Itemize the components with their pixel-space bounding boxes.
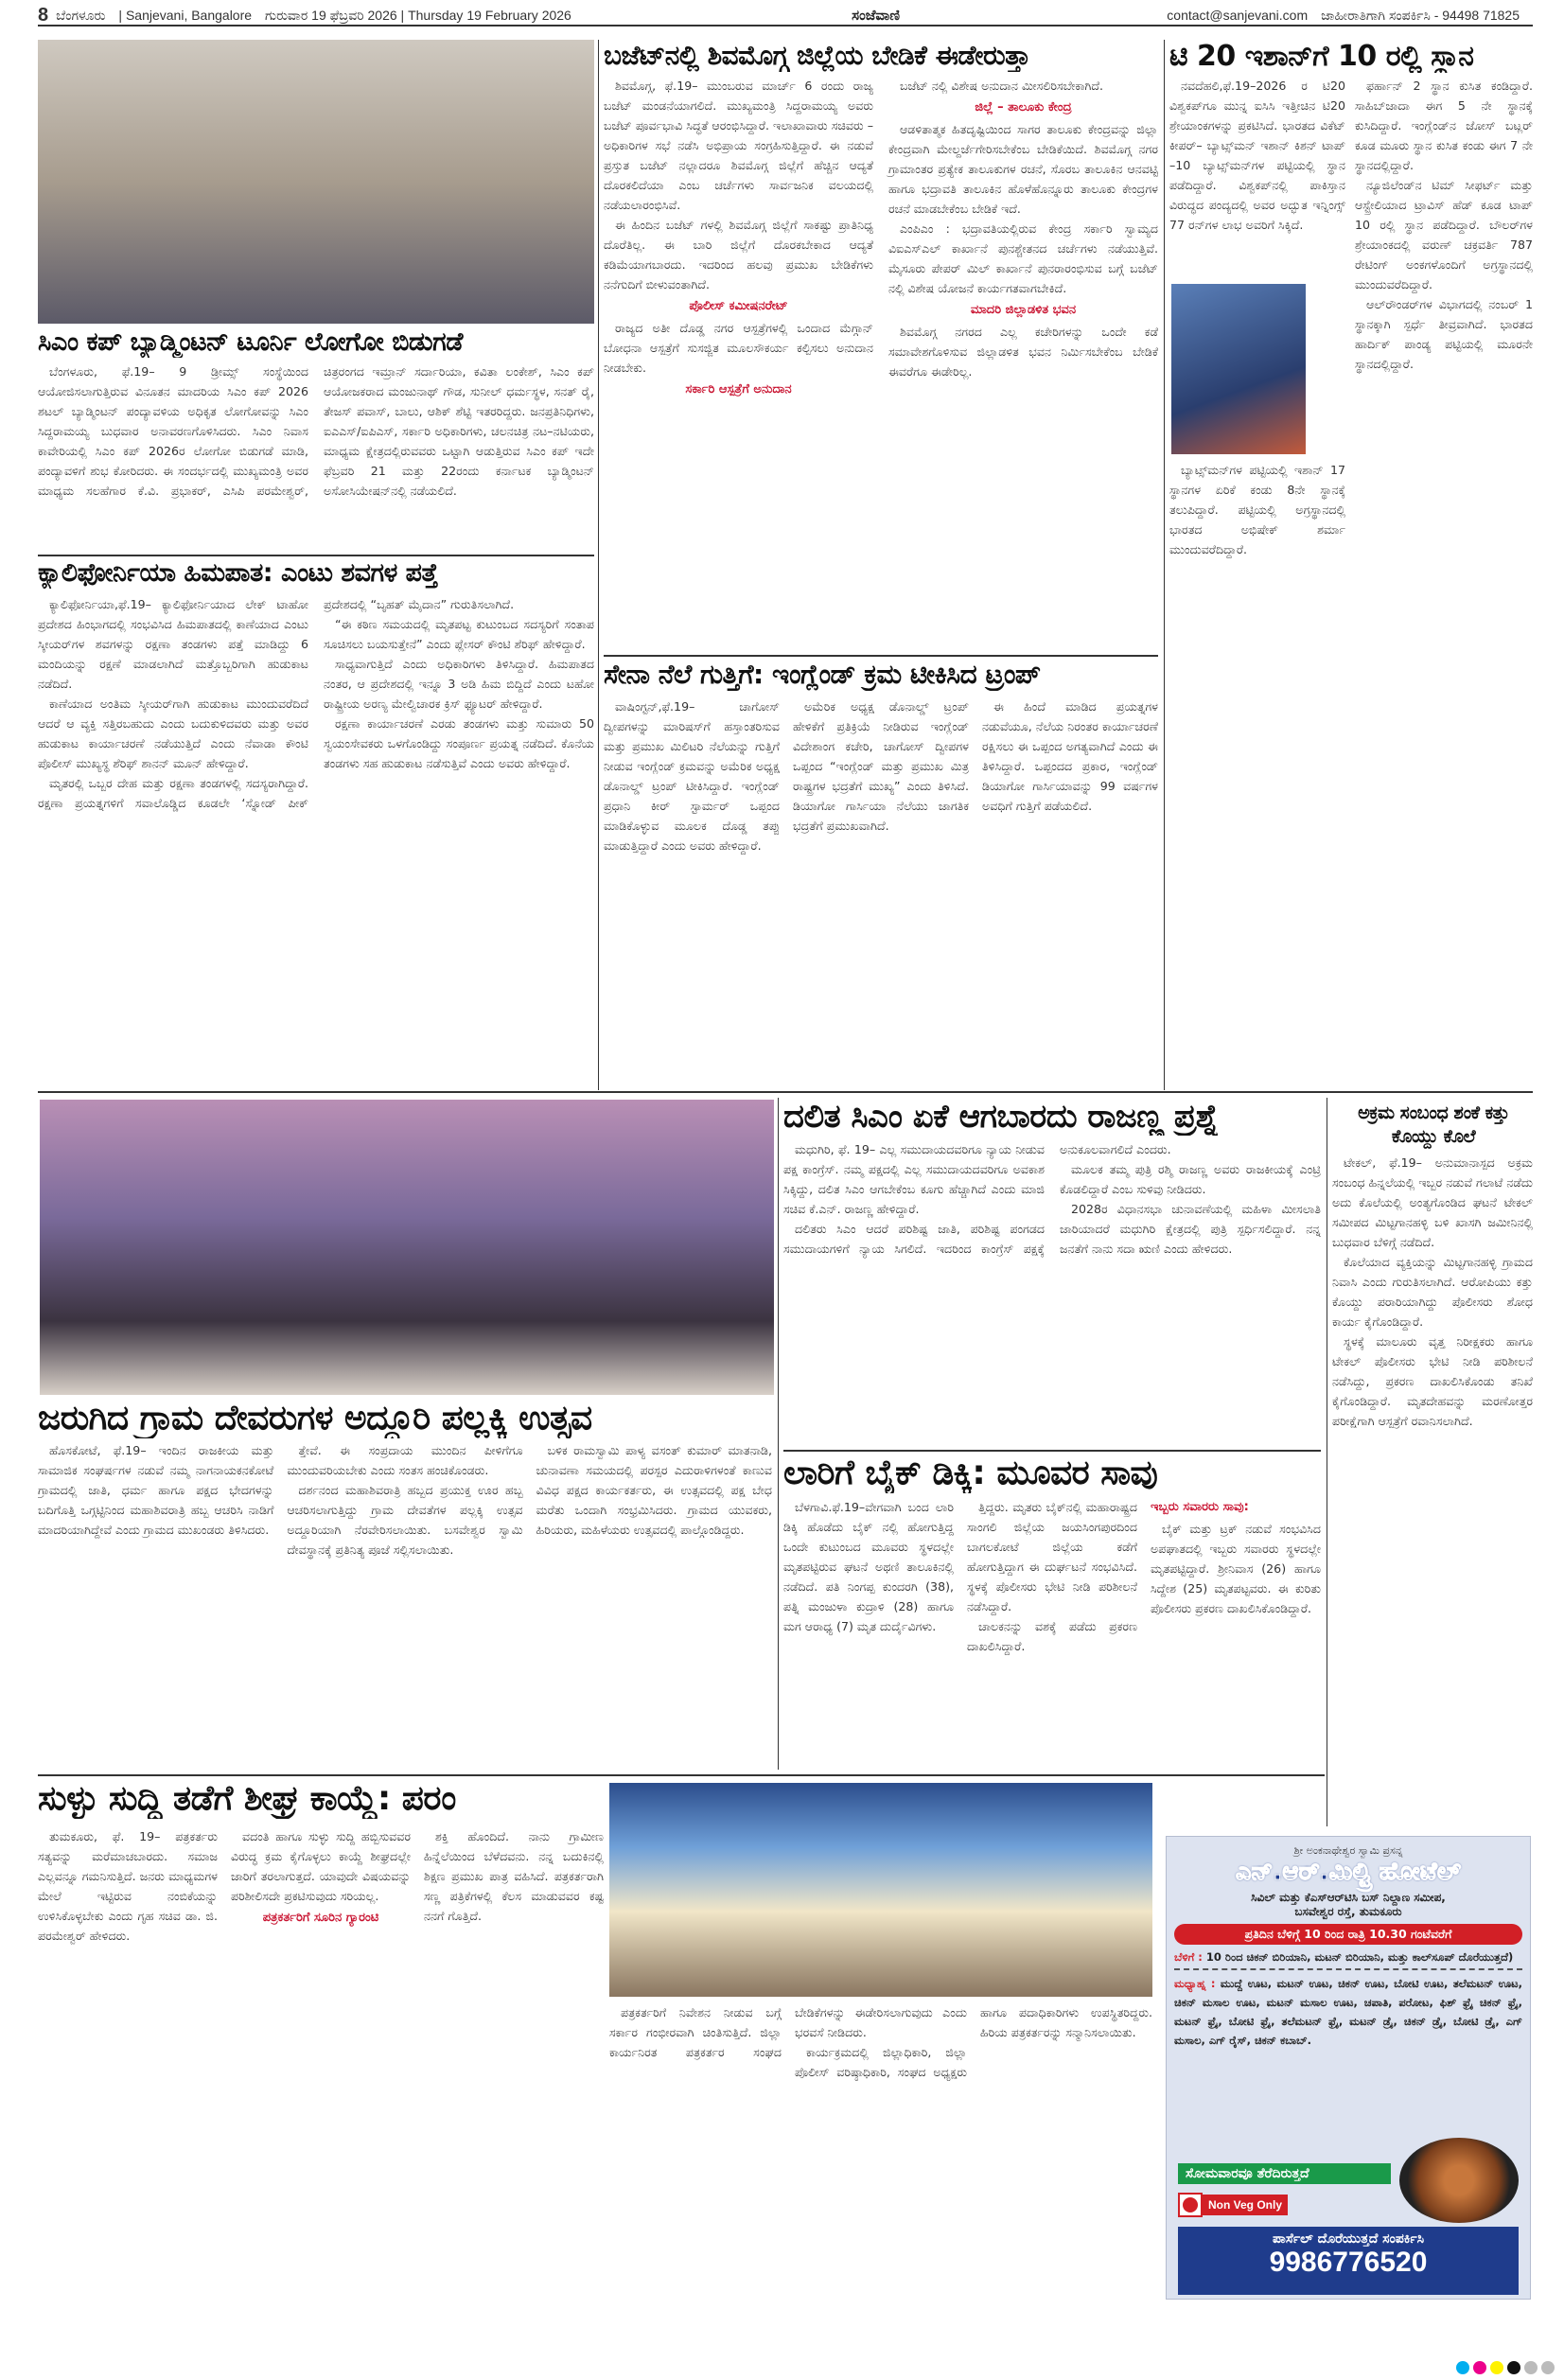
ad-noon-label: ಮಧ್ಯಾಹ್ನ :: [1174, 1977, 1216, 1990]
date: ಗುರುವಾರ 19 ಫೆಬ್ರವರಿ 2026 | Thursday 19 February 2026: [265, 7, 571, 23]
paragraph: ನ್ಯೂಜಿಲೆಂಡ್‌ನ ಟಿಮ್ ಸೀಫರ್ಟ್ ಮತ್ತು ಆಸ್ಟ್ರೇಲಿಯಾದ ಟ್ರಾವಿಸ್ ಹೆಡ್ ಕೂಡ ಟಾಪ್ 10 ರಲ್ಲಿ ಸ್ಥಾನ ಪಡೆದಿದ್ದಾರೆ. ಬೌಲರ್‌ಗಳ ಶ್ರೇಯಾಂಕದಲ್ಲಿ ವರುಣ್ ಚಕ್ರವರ್ತಿ 787 ರೇಟಿಂಗ್ ಅಂಕಗಳೊಂದಿಗೆ ಅಗ್ರಸ್ಥಾನದಲ್ಲಿ ಮುಂದುವರೆದಿದ್ದಾರೆ.: [1355, 178, 1533, 291]
ad-noon-menu: ಮುದ್ದೆ ಊಟ, ಮಟನ್ ಊಟ, ಚಿಕನ್ ಊಟ, ಬೋಟಿ ಊಟ, ತಲೆಮಟನ್ ಊಟ, ಚಿಕನ್ ಮಸಾಲ ಊಟ, ಮಟನ್ ಮಸಾಲ ಊಟ, ಚಪಾತಿ, ಪರೋಟ, ಫಿಶ್ ಫ್ರೈ ಚಿಕನ್ ಫ್ರೈ, ಮಟನ್ ಫ್ರೈ, ಬೋಟಿ ಫ್ರೈ, ತಲೆಮಟನ್ ಫ್ರೈ, ಮಟನ್ ಡ್ರೈ, ಚಿಕನ್ ಡ್ರೈ, ಬೋಟಿ ಡ್ರೈ, ಎಗ್ ಮಸಾಲ, ಎಗ್ ರೈಸ್, ಚಿಕನ್ ಕಬಾಬ್.: [1174, 1977, 1523, 2047]
column-divider: [1164, 40, 1165, 1090]
ad-morning-menu: 10 ರಿಂದ ಚಿಕನ್ ಬಿರಿಯಾನಿ, ಮಟನ್ ಬಿರಿಯಾನಿ, ಮತ್ತು ಕಾಲ್‌ಸೂಪ್ ದೊರೆಯುತ್ತದೆ): [1205, 1950, 1514, 1964]
paragraph: ಪತ್ರಕರ್ತರಿಗೆ ನಿವೇಶನ ನೀಡುವ ಬಗ್ಗೆ ಸರ್ಕಾರ ಗಂಭೀರವಾಗಿ ಚಿಂತಿಸುತ್ತಿದೆ. ಜಿಲ್ಲಾ ಕಾರ್ಯನಿರತ ಪತ್ರಕರ್ತರ ಸಂಘದ ಬೇಡಿಕೆಗಳನ್ನು ಈಡೇರಿಸಲಾಗುವುದು ಎಂದು ಭರವಸೆ ನೀಡಿದರು.: [609, 2005, 967, 2059]
headline-dalit-cm: ದಲಿತ ಸಿಎಂ ಏಕೆ ಆಗಬಾರದು ರಾಜಣ್ಣ ಪ್ರಶ್ನೆ: [783, 1098, 1219, 1136]
article-lorry: [783, 1497, 1321, 1772]
journalists-event-photo: [609, 1783, 1152, 1997]
paragraph: ಕೊಲೆಯಾದ ವ್ಯಕ್ತಿಯನ್ನು ಮಿಟ್ಟಗಾನಹಳ್ಳಿ ಗ್ರಾಮದ ನಿವಾಸಿ ಎಂದು ಗುರುತಿಸಲಾಗಿದೆ. ಆರೋಪಿಯು ಕತ್ತು ಕೊಯ್ದು ಪರಾರಿಯಾಗಿದ್ದು ಪೊಲೀಸರು ಶೋಧ ಕಾರ್ಯ ಕೈಗೊಂಡಿದ್ದಾರೆ.: [1332, 1255, 1533, 1329]
paragraph: ತುಮಕೂರು, ಫೆ. 19– ಪತ್ರಕರ್ತರು ಸತ್ಯವನ್ನು ಮರೆಮಾಚಬಾರದು. ಸಮಾಜ ಎಲ್ಲವನ್ನೂ ಗಮನಿಸುತ್ತಿದೆ. ಜನರು ಮಾಧ್ಯಮಗಳ ಮೇಲೆ ಇಟ್ಟಿರುವ ನಂಬಿಕೆಯನ್ನು ಉಳಿಸಿಕೊಳ್ಳಬೇಕು ಎಂದು ಗೃಹ ಸಚಿವ ಡಾ. ಜಿ. ಪರಮೇಶ್ವರ್ ಹೇಳಿದರು.: [38, 1829, 218, 1943]
subheading: ಪತ್ರಕರ್ತರಿಗೆ ಸೂರಿನ ಗ್ಯಾರಂಟಿ: [262, 1911, 379, 1925]
article-murder: [1332, 1153, 1533, 1825]
headline-cm-cup: ಸಿಎಂ ಕಪ್ ಬ್ಯಾಡ್ಮಿಂಟನ್ ಟೂರ್ನಿ ಲೋಗೋ ಬಿಡುಗಡೆ: [38, 327, 464, 357]
page-number: 8: [38, 4, 49, 26]
subheading: ಮಾದರಿ ಜಿಲ್ಲಾಡಳಿತ ಭವನ: [970, 303, 1077, 317]
paragraph: ಈ ಹಿಂದೆ ಮಾಡಿದ ಪ್ರಯತ್ನಗಳ ನಡುವೆಯೂ, ನೆಲೆಯ ನಿರಂತರ ಕಾರ್ಯಾಚರಣೆ ರಕ್ಷಿಸಲು ಈ ಒಪ್ಪಂದ ಅಗತ್ಯವಾಗಿದೆ ಎಂದು ಈ ತಿಳಿಸಿದ್ದಾರೆ. ಒಪ್ಪಂದದ ಪ್ರಕಾರ, ಇಂಗ್ಲೆಂಡ್ ಡಿಯಾಗೋ ಗಾರ್ಸಿಯಾವನ್ನು 99 ವರ್ಷಗಳ ಅವಧಿಗೆ ಗುತ್ತಿಗೆ ಪಡೆಯಲಿದೆ.: [982, 699, 1158, 813]
paragraph: ವಾಷಿಂಗ್ಟನ್,ಫೆ.19– ಚಾಗೋಸ್ ದ್ವೀಪಗಳನ್ನು ಮಾರಿಷಸ್‌ಗೆ ಹಸ್ತಾಂತರಿಸುವ ಮತ್ತು ಪ್ರಮುಖ ಮಿಲಿಟರಿ ನೆಲೆಯನ್ನು ಗುತ್ತಿಗೆ ನೀಡುವ ಇಂಗ್ಲೆಂಡ್ ಕ್ರಮವನ್ನು ಅಮೆರಿಕ ಅಧ್ಯಕ್ಷ ಡೊನಾಲ್ಡ್ ಟ್ರಂಪ್ ಟೀಕಿಸಿದ್ದಾರೆ. ಇಂಗ್ಲೆಂಡ್ ಪ್ರಧಾನಿ ಕೀರ್ ಸ್ಟಾರ್ಮರ್ ಒಪ್ಪಂದ ಮಾಡಿಕೊಳ್ಳುವ ಮೂಲಕ ದೊಡ್ಡ ತಪ್ಪು ಮಾಡುತ್ತಿದ್ದಾರೆ ಎಂದು ಅವರು ಹೇಳಿದ್ದಾರೆ.: [604, 699, 780, 853]
paragraph: ಬೆಳಗಾವಿ.ಫೆ.19–ವೇಗವಾಗಿ ಬಂದ ಲಾರಿ ಡಿಕ್ಕಿ ಹೊಡೆದು ಬೈಕ್ ನಲ್ಲಿ ಹೋಗುತ್ತಿದ್ದ ಒಂದೇ ಕುಟುಂಬದ ಮೂವರು ಸ್ಥಳದಲ್ಲೇ ಮೃತಪಟ್ಟಿರುವ ಘಟನೆ ಅಥಣಿ ತಾಲೂಕಿನಲ್ಲಿ ನಡೆದಿದೆ. ಪತಿ ನಿಂಗಪ್ಪ ಕುಂದರಗಿ (38), ಪತ್ನಿ ಮಂಜುಳಾ ಕುದ್ರಾಳಿ (28) ಹಾಗೂ ಮಗ ಆರಾಧ್ಯ (7) ಮೃತ ದುರ್ದೈವಿಗಳು.: [783, 1500, 954, 1633]
column-divider: [598, 40, 599, 1090]
ad-contact-box: [1178, 2227, 1519, 2295]
paragraph: ಶಿವಮೊಗ್ಗ ನಗರದ ಎಲ್ಲ ಕಚೇರಿಗಳನ್ನು ಒಂದೇ ಕಡೆ ಸಮಾವೇಶಗೊಳಿಸುವ ಜಿಲ್ಲಾಡಳಿತ ಭವನ ನಿರ್ಮಿಸಬೇಕೆಂಬ ಬೇಡಿಕೆ ಈವರೆಗೂ ಈಡೇರಿಲ್ಲ.: [888, 325, 1158, 379]
article-cm-cup: [38, 361, 594, 551]
article-rumour: [38, 1826, 604, 2337]
paragraph: ಫರ್ಹಾನ್ 2 ಸ್ಥಾನ ಕುಸಿತ ಕಂಡಿದ್ದಾರೆ. ಸಾಹಿಬ್‌ಜಾದಾ ಈಗ 5 ನೇ ಸ್ಥಾನಕ್ಕೆ ಕುಸಿದಿದ್ದಾರೆ. ಇಂಗ್ಲೆಂಡ್‌ನ ಜೋಸ್ ಬಟ್ಲರ್ ಕೂಡ ಮೂರು ಸ್ಥಾನ ಕುಸಿತ ಕಂಡು ಈಗ 7 ನೇ ಸ್ಥಾನದಲ್ಲಿದ್ದಾರೆ.: [1355, 79, 1533, 172]
subheading: ಸರ್ಕಾರಿ ಆಸ್ಪತ್ರೆಗೆ ಅನುದಾನ: [685, 382, 792, 397]
yellow-dot: [1490, 2361, 1503, 2374]
subheading: ಜಿಲ್ಲೆ – ತಾಲೂಕು ಕೇಂದ್ರ: [975, 100, 1072, 115]
subheading: ಪೊಲೀಸ್ ಕಮೀಷನರೇಟ್: [689, 299, 788, 313]
page-header: [38, 6, 1533, 26]
ishan-kishan-photo: [1171, 284, 1306, 454]
paragraph: ಕಾಣೆಯಾದ ಅಂತಿಮ ಸ್ಕೀಯರ್‌ಗಾಗಿ ಹುಡುಕಾಟ ಮುಂದುವರೆದಿದೆ ಆದರೆ ಆ ವ್ಯಕ್ತಿ ಸತ್ತಿರಬಹುದು ಎಂದು ಬದುಕುಳಿದವರು ಮತ್ತು ಅವರ ಹುಡುಕಾಟ ಕಾರ್ಯಾಚರಣೆ ನಡೆಯುತ್ತಿದೆ ಎಂದು ನೆವಾಡಾ ಕೌಂಟಿ ಪೊಲೀಸ್ ಮುಖ್ಯಸ್ಥ ಶೆರಿಫ್ ಶಾನನ್ ಮೂನ್ ಹೇಳಿದ್ದಾರೆ.: [38, 696, 308, 770]
paragraph: ಆಡಳಿತಾತ್ಮಕ ಹಿತದೃಷ್ಟಿಯಿಂದ ಸಾಗರ ತಾಲೂಕು ಕೇಂದ್ರವನ್ನು ಜಿಲ್ಲಾ ಕೇಂದ್ರವಾಗಿ ಮೇಲ್ದರ್ಜೆಗೇರಿಸಬೇಕೆಂಬ ಬೇಡಿಕೆಯಿದೆ. ಶಿವಮೊಗ್ಗ ನಗರ ಗ್ರಾಮಾಂತರ ಪ್ರತ್ಯೇಕ ತಾಲೂಕುಗಳ ರಚನೆ, ಸೊರಬ ತಾಲೂಕಿನ ಆನವಟ್ಟಿ ಹಾಗೂ ಭದ್ರಾವತಿ ತಾಲೂಕಿನ ಹೊಳೆಹೊನ್ನೂರು ತಾಲೂಕು ಕೇಂದ್ರಗಳ ರಚನೆ ಮಾಡಬೇಕೆಂಬ ಬೇಡಿಕೆ ಇದೆ.: [888, 122, 1158, 216]
article-rumour-cont: [609, 2002, 1152, 2339]
paragraph: ರಕ್ಷಣಾ ಕಾರ್ಯಾಚರಣೆ ಎರಡು ತಂಡಗಳು ಮತ್ತು ಸುಮಾರು 50 ಸ್ವಯಂಸೇವಕರು ಒಳಗೊಂಡಿದ್ದು ಸಂಪೂರ್ಣ ಪ್ರಯತ್ನ ನಡೆದಿದೆ. ಕೊನೆಯ ತಂಡಗಳು ಸಹ ಹುಡುಕಾಟ ನಡೆಸುತ್ತಿವೆ ಎಂದು ಅವರು ಹೇಳಿದ್ದಾರೆ.: [324, 716, 594, 770]
grey-dot: [1541, 2361, 1555, 2374]
paragraph: ಶಕ್ತಿ ಹೊಂದಿದೆ. ನಾನು ಗ್ರಾಮೀಣ ಹಿನ್ನೆಲೆಯಿಂದ ಬೆಳೆದವನು. ನನ್ನ ಬದುಕಿನಲ್ಲಿ ಶಿಕ್ಷಣ ಪ್ರಮುಖ ಪಾತ್ರ ವಹಿಸಿದೆ. ಪತ್ರಕರ್ತರಾಗಿ ಸಣ್ಣ ಪತ್ರಿಕೆಗಳಲ್ಲಿ ಕೆಲಸ ಮಾಡುವವರ ಕಷ್ಟ ನನಗೆ ಗೊತ್ತಿದೆ.: [424, 1829, 604, 1923]
headline-lorry: ಲಾರಿಗೆ ಬೈಕ್ ಡಿಕ್ಕಿ: ಮೂವರ ಸಾವು: [783, 1454, 1158, 1492]
article-trump: [604, 696, 1158, 1086]
paragraph: ಮಧುಗಿರಿ, ಫೆ. 19– ಎಲ್ಲ ಸಮುದಾಯದವರಿಗೂ ನ್ಯಾಯ ನೀಡುವ ಪಕ್ಷ ಕಾಂಗ್ರೆಸ್. ನಮ್ಮ ಪಕ್ಷದಲ್ಲಿ ಎಲ್ಲ ಸಮುದಾಯದವರಿಗೂ ಅವಕಾಶ ಸಿಕ್ಕಿದ್ದು, ದಲಿತ ಸಿಎಂ ಆಗಬೇಕೆಂಬ ಕೂಗು ಹೆಚ್ಚಾಗಿದೆ ಎಂದು ಮಾಜಿ ಸಚಿವ ಕೆ.ಎನ್. ರಾಜಣ್ಣ ಹೇಳಿದ್ದಾರೆ.: [783, 1142, 1045, 1216]
article-ishan-col2: [1355, 76, 1533, 1084]
paragraph: ಬಳಿಕ ರಾಮಸ್ವಾಮಿ ಪಾಳ್ಯ ವಸಂತ್ ಕುಮಾರ್ ಮಾತನಾಡಿ, ಚುನಾವಣಾ ಸಮಯದಲ್ಲಿ ಪರಸ್ಪರ ಎದುರಾಳಿಗಳಂತೆ ಕಾಣುವ ವಿವಿಧ ಪಕ್ಷದ ಕಾರ್ಯಕರ್ತರು, ಈ ಉತ್ಸವದಲ್ಲಿ ಪಕ್ಷ ಬೇಧ ಮರೆತು ಒಂದಾಗಿ ಸಂಭ್ರಮಿಸಿದರು. ಗ್ರಾಮದ ಯುವಕರು, ಹಿರಿಯರು, ಮಹಿಳೆಯರು ಉತ್ಸವದಲ್ಲಿ ಪಾಲ್ಗೊಂಡಿದ್ದರು.: [536, 1443, 772, 1537]
paragraph: ಈ ಹಿಂದಿನ ಬಜೆಟ್ ಗಳಲ್ಲಿ ಶಿವಮೊಗ್ಗ ಜಿಲ್ಲೆಗೆ ಸಾಕಷ್ಟು ಪ್ರಾತಿನಿಧ್ಯ ದೊರೆತಿಲ್ಲ. ಈ ಬಾರಿ ಜಿಲ್ಲೆಗೆ ದೊರಕಬೇಕಾದ ಆದ್ಯತೆ ಕಡಿಮೆಯಾಗಬಾರದು. ಇದರಿಂದ ಹಲವು ಪ್ರಮುಖ ಬೇಡಿಕೆಗಳು ನನೆಗುದಿಗೆ ಬೀಳುವಂತಾಗಿದೆ.: [604, 218, 873, 291]
paragraph: ಆಲ್‌ರೌಂಡರ್‌ಗಳ ವಿಭಾಗದಲ್ಲಿ ನಂಬರ್ 1 ಸ್ಥಾನಕ್ಕಾಗಿ ಸ್ಪರ್ಧೆ ತೀವ್ರವಾಗಿದೆ. ಭಾರತದ ಹಾರ್ದಿಕ್ ಪಾಂಡ್ಯ ಪಟ್ಟಿಯಲ್ಲಿ ಮೂರನೇ ಸ್ಥಾನದಲ್ಲಿದ್ದಾರೆ.: [1355, 297, 1533, 371]
divider: [38, 1091, 1533, 1093]
paragraph: ವದಂತಿ ಹಾಗೂ ಸುಳ್ಳು ಸುದ್ದಿ ಹಬ್ಬಿಸುವವರ ವಿರುದ್ಧ ಕ್ರಮ ಕೈಗೊಳ್ಳಲು ಕಾಯ್ದೆ ಶೀಘ್ರದಲ್ಲೇ ಜಾರಿಗೆ ತರಲಾಗುತ್ತದೆ. ಯಾವುದೇ ವಿಷಯವನ್ನು ಪರಿಶೀಲಿಸದೇ ಪ್ರಕಟಿಸುವುದು ಸರಿಯಲ್ಲ.: [231, 1829, 411, 1903]
email: contact@sanjevani.com: [1167, 8, 1309, 23]
hotel-advertisement: [1166, 1836, 1531, 2300]
paragraph: 2028ರ ವಿಧಾನಸಭಾ ಚುನಾವಣೆಯಲ್ಲಿ ಮಹಿಳಾ ಮೀಸಲಾತಿ ಜಾರಿಯಾದರೆ ಮಧುಗಿರಿ ಕ್ಷೇತ್ರದಲ್ಲಿ ಪುತ್ರಿ ಸ್ಪರ್ಧಿಸಲಿದ್ದಾರೆ. ನನ್ನ ಜನತೆಗೆ ನಾನು ಸದಾ ಋಣಿ ಎಂದು ಹೇಳಿದರು.: [1060, 1202, 1321, 1256]
magenta-dot: [1473, 2361, 1486, 2374]
paragraph: ಬಜೆಟ್ ನಲ್ಲಿ ವಿಶೇಷ ಅನುದಾನ ಮೀಸಲಿರಿಸಬೇಕಾಗಿದೆ.: [900, 79, 1104, 93]
divider: [38, 555, 594, 556]
ad-nonveg-badge: [1178, 2193, 1288, 2217]
ad-hours-banner: ಪ್ರತಿದಿನ ಬೆಳಿಗ್ಗೆ 10 ರಿಂದ ರಾತ್ರಿ 10.30 ಗಂಟೆವರೆಗೆ: [1174, 1924, 1522, 1945]
ad-blessing: ಶ್ರೀ ಅಂಕನಾಥೇಶ್ವರ ಸ್ವಾಮಿ ಪ್ರಸನ್ನ: [1293, 1844, 1403, 1857]
article-village: [38, 1440, 772, 1762]
ad-open-monday-badge: ಸೋಮವಾರವೂ ತೆರೆದಿರುತ್ತದೆ: [1178, 2163, 1391, 2184]
paragraph: ದಲಿತರು ಸಿಎಂ ಆದರೆ ಪರಿಶಿಷ್ಟ ಜಾತಿ, ಪರಿಶಿಷ್ಟ ಪಂಗಡದ ಸಮುದಾಯಗಳಿಗೆ ನ್ಯಾಯ ಸಿಗಲಿದೆ. ಇದರಿಂದ ಕಾಂಗ್ರೆಸ್ ಪಕ್ಷಕ್ಕೆ ಅನುಕೂಲವಾಗಲಿದೆ ಎಂದರು.: [783, 1142, 1171, 1256]
paragraph: ಬೈಕ್ ಮತ್ತು ಟ್ರಕ್ ನಡುವೆ ಸಂಭವಿಸಿದ ಅಪಘಾತದಲ್ಲಿ ಇಬ್ಬರು ಸವಾರರು ಸ್ಥಳದಲ್ಲೇ ಮೃತಪಟ್ಟಿದ್ದಾರೆ. ಶ್ರೀನಿವಾಸ (26) ಹಾಗೂ ಸಿದ್ದೇಶ (25) ಮೃತಪಟ್ಟವರು. ಈ ಕುರಿತು ಪೊಲೀಸರು ಪ್ರಕರಣ ದಾಖಲಿಸಿಕೊಂಡಿದ್ದಾರೆ.: [1151, 1522, 1321, 1615]
paragraph: ಚಾಲಕನನ್ನು ವಶಕ್ಕೆ ಪಡೆದು ಪ್ರಕರಣ ದಾಖಲಿಸಿದ್ದಾರೆ.: [967, 1619, 1137, 1653]
nonveg-symbol-icon: [1178, 2193, 1203, 2217]
paragraph: ತ್ತಿದ್ದರು. ಮೃತರು ಬೈಕ್‌ನಲ್ಲಿ ಮಹಾರಾಷ್ಟ್ರದ ಸಾಂಗಲಿ ಜಿಲ್ಲೆಯ ಜಯಸಿಂಗಪುರದಿಂದ ಬಾಗಲಕೋಟೆ ಜಿಲ್ಲೆಯ ಕಡೆಗೆ ಹೋಗುತ್ತಿದ್ದಾಗ ಈ ದುರ್ಘಟನೆ ಸಂಭವಿಸಿದೆ. ಸ್ಥಳಕ್ಕೆ ಪೊಲೀಸರು ಭೇಟಿ ನೀಡಿ ಪರಿಶೀಲನೆ ನಡೆಸಿದ್ದಾರೆ.: [967, 1500, 1137, 1613]
paragraph: ಮೂಲಕ ತಮ್ಮ ಪುತ್ರಿ ರಶ್ಮಿ ರಾಜಣ್ಣ ಅವರು ರಾಜಕೀಯಕ್ಕೆ ಎಂಟ್ರಿ ಕೊಡಲಿದ್ದಾರೆ ಎಂಬ ಸುಳಿವು ನೀಡಿದರು.: [1060, 1162, 1321, 1196]
nonveg-label: Non Veg Only: [1203, 2195, 1288, 2215]
cyan-dot: [1456, 2361, 1469, 2374]
headline-california: ಕ್ಯಾಲಿಫೋರ್ನಿಯಾ ಹಿಮಪಾತ: ಎಂಟು ಶವಗಳ ಪತ್ತೆ: [38, 558, 438, 588]
masthead-logo: ಸಂಜೆವಾಣಿ: [852, 7, 900, 24]
paragraph: ಅಮೆರಿಕ ಅಧ್ಯಕ್ಷ ಡೊನಾಲ್ಡ್ ಟ್ರಂಪ್ ಹೇಳಿಕೆಗೆ ಪ್ರತಿಕ್ರಿಯೆ ನೀಡಿರುವ ಇಂಗ್ಲೆಂಡ್ ವಿದೇಶಾಂಗ ಕಚೇರಿ, ಚಾಗೋಸ್ ದ್ವೀಪಗಳ ಒಪ್ಪಂದ “ಇಂಗ್ಲೆಂಡ್ ಮತ್ತು ಪ್ರಮುಖ ಮಿತ್ರ ರಾಷ್ಟ್ರಗಳ ಭದ್ರತೆಗೆ ಮುಖ್ಯ” ಎಂದು ತಿಳಿಸಿದೆ. ಡಿಯಾಗೋ ಗಾರ್ಸಿಯಾ ನೆಲೆಯು ಜಾಗತಿಕ ಭದ್ರತೆಗೆ ಪ್ರಮುಖವಾಗಿದೆ.: [793, 699, 969, 833]
paragraph: ಕ್ಯಾಲಿಫೋರ್ನಿಯಾ,ಫೆ.19– ಕ್ಯಾಲಿಫೋರ್ನಿಯಾದ ಲೇಕ್ ಟಾಹೋ ಪ್ರದೇಶದ ಹಿಂಭಾಗದಲ್ಲಿ ಸಂಭವಿಸಿದ ಹಿಮಪಾತದಲ್ಲಿ ಕಾಣೆಯಾದ ಎಂಟು ಸ್ಕೀಯರ್‌ಗಳ ಶವಗಳನ್ನು ರಕ್ಷಣಾ ತಂಡಗಳು ಪತ್ತೆ ಮಾಡಿದ್ದು 6 ಮಂದಿಯನ್ನು ರಕ್ಷಣೆ ಮಾಡಲಾಗಿದೆ ಮತ್ತೊಬ್ಬರಿಗಾಗಿ ಹುಡುಕಾಟ ನಡೆದಿದೆ.: [38, 597, 308, 691]
paragraph: ಶಿವಮೊಗ್ಗ, ಫೆ.19– ಮುಂಬರುವ ಮಾರ್ಚ್ 6 ರಂದು ರಾಜ್ಯ ಬಜೆಟ್ ಮಂಡನೆಯಾಗಲಿದೆ. ಮುಖ್ಯಮಂತ್ರಿ ಸಿದ್ದರಾಮಯ್ಯ ಅವರು ಬಜೆಟ್ ಪೂರ್ವಭಾವಿ ಸಿದ್ಧತೆ ಆರಂಭಿಸಿದ್ದಾರೆ. ಇಲಾಖಾವಾರು ಸಚಿವರು – ಅಧಿಕಾರಿಗಳ ಸಭೆ ನಡೆಸಿ ಅಭಿಪ್ರಾಯ ಸಂಗ್ರಹಿಸುತ್ತಿದ್ದಾರೆ. ಈ ನಡುವೆ ಪ್ರಸ್ತುತ ಬಜೆಟ್ ನಲ್ಲಾದರೂ ಶಿವಮೊಗ್ಗ ಜಿಲ್ಲೆಗೆ ಹೆಚ್ಚಿನ ಆದ್ಯತೆ ದೊರಕಲಿದೆಯಾ ಎಂಬ ಚರ್ಚೆಗಳು ಸಾರ್ವಜನಿಕ ವಲಯದಲ್ಲಿ ನಡೆಯಲಾರಂಭಿಸಿವೆ.: [604, 79, 873, 212]
ad-address: ಬಸವೇಶ್ವರ ರಸ್ತೆ, ತುಮಕೂರು: [1294, 1905, 1402, 1918]
divider: [783, 1450, 1321, 1452]
headline-shivamogga: ಬಜೆಟ್‌ನಲ್ಲಿ ಶಿವಮೊಗ್ಗ ಜಿಲ್ಲೆಯ ಬೇಡಿಕೆ ಈಡೇರುತ್ತಾ: [604, 40, 1030, 71]
article-california: [38, 594, 594, 1086]
black-dot: [1507, 2361, 1520, 2374]
edition: | Sanjevani, Bangalore: [118, 8, 253, 23]
paragraph: ಸಾಧ್ಯವಾಗುತ್ತಿದೆ ಎಂದು ಅಧಿಕಾರಿಗಳು ತಿಳಿಸಿದ್ದಾರೆ. ಹಿಮಪಾತದ ನಂತರ, ಆ ಪ್ರದೇಶದಲ್ಲಿ ಇನ್ನೂ 3 ಅಡಿ ಹಿಮ ಬಿದ್ದಿದೆ ಎಂದು ಟಹೋ ರಾಷ್ಟ್ರೀಯ ಅರಣ್ಯ ಮೇಲ್ವಿಚಾರಕ ಕ್ರಿಸ್ ಫ್ಯೂಟರ್ ಹೇಳಿದ್ದಾರೆ.: [324, 657, 594, 711]
paragraph: ದರ್ಶನಂದ ಮಹಾಶಿವರಾತ್ರಿ ಹಬ್ಬದ ಪ್ರಯುಕ್ತ ಊರ ಹಬ್ಬ ಆಚರಿಸಲಾಗುತ್ತಿದ್ದು ಗ್ರಾಮ ದೇವತೆಗಳ ಪಲ್ಲಕ್ಕಿ ಉತ್ಸವ ಅದ್ದೂರಿಯಾಗಿ ನೆರವೇರಿಸಲಾಯಿತು. ಬಸವೇಶ್ವರ ಸ್ವಾಮಿ ದೇವಸ್ಥಾನಕ್ಕೆ ಪ್ರತಿನಿತ್ಯ ಪೂಜೆ ಸಲ್ಲಿಸಲಾಯಿತು.: [287, 1483, 523, 1557]
article-ishan-col1: [1169, 460, 1345, 1084]
headline-rumour: ಸುಳ್ಳು ಸುದ್ದಿ ತಡೆಗೆ ಶೀಘ್ರ ಕಾಯ್ದೆ: ಪರಂ: [38, 1779, 456, 1818]
paragraph: ಬೆಂಗಳೂರು, ಫೆ.19– 9 ಡ್ರೀಮ್ಸ್ ಸಂಸ್ಥೆಯಿಂದ ಆಯೋಜಿಸಲಾಗುತ್ತಿರುವ ವಿನೂತನ ಮಾದರಿಯ ಸಿಎಂ ಕಪ್ 2026 ಶಟಲ್ ಬ್ಯಾಡ್ಮಿಂಟನ್ ಪಂದ್ಯಾವಳಿಯ ಅಧಿಕೃತ ಲೋಗೋವನ್ನು ಸಿಎಂ ಸಿದ್ದರಾಮಯ್ಯ ಬುಧವಾರ ಅನಾವರಣಗೊಳಿಸಿದರು. ಸಿಎಂ ನಿವಾಸ ಕಾವೇರಿಯಲ್ಲಿ ಸಿಎಂ ಕಪ್ 2026ರ ಲೋಗೋ ಬಿಡುಗಡೆ ಮಾಡಿ, ಪಂದ್ಯಾವಳಿಗೆ ಶುಭ ಕೋರಿದರು. ಈ ಸಂದರ್ಭದಲ್ಲಿ ಮುಖ್ಯಮಂತ್ರಿ ಅವರ ಮಾಧ್ಯಮ ಸಲಹೆಗಾರ ಕೆ.ವಿ. ಪ್ರಭಾಕರ್, ಎಸಿಪಿ ಪರಮೇಶ್ವರ್, ಚಿತ್ರರಂಗದ ಇಮ್ರಾನ್ ಸರ್ದಾರಿಯಾ, ಕವಿತಾ ಲಂಕೇಶ್, ಸಿಎಂ ಕಪ್ ಆಯೋಜಕರಾದ ಮಂಜುನಾಥ್ ಗೌಡ, ಸುನೀಲ್ ಧರ್ಮಸ್ಥಳ, ಸನತ್ ರೈ, ತೇಜಸ್ ಪವಾಸ್, ಬಾಲು, ಆಶಿಕ್ ಶೆಟ್ಟಿ ಇತರರಿದ್ದರು. ಜನಪ್ರತಿನಿಧಿಗಳು, ಐಎಎಸ್/ಐಪಿಎಸ್, ಸರ್ಕಾರಿ ಅಧಿಕಾರಿಗಳು, ಚಲನಚಿತ್ರ ನಟ–ನಟಿಯರು, ಮಾಧ್ಯಮ ಕ್ಷೇತ್ರದಲ್ಲಿರುವವರು ಒಟ್ಟಾಗಿ ಆಡುತ್ತಿರುವ ಸಿಎಂ ಕಪ್ ಇದೇ ಫೆಬ್ರವರಿ 21 ಮತ್ತು 22ರಂದು ಕರ್ನಾಟಕ ಬ್ಯಾಡ್ಮಿಂಟನ್ ಅಸೋಸಿಯೇಷನ್‌ನಲ್ಲಿ ನಡೆಯಲಿದೆ.: [38, 364, 594, 498]
headline-ishan: ಟಿ 20 ಇಶಾನ್‌ಗೆ 10 ರಲ್ಲಿ ಸ್ಥಾನ: [1169, 40, 1474, 73]
ad-parcel-text: ಪಾರ್ಸೆಲ್ ದೊರೆಯುತ್ತದೆ ಸಂಪರ್ಕಿಸಿ: [1272, 2231, 1425, 2247]
article-ishan-intro: [1169, 76, 1345, 284]
paragraph: “ಈ ಕಠಿಣ ಸಮಯದಲ್ಲಿ ಮೃತಪಟ್ಟ ಕುಟುಂಬದ ಸದಸ್ಯರಿಗೆ ಸಂತಾಪ ಸೂಚಿಸಲು ಬಯಸುತ್ತೇನೆ” ಎಂದು ಪ್ಲೇಸರ್ ಕೌಂಟಿ ಶೆರಿಫ್ ಹೇಳಿದ್ದಾರೆ.: [324, 617, 594, 651]
paragraph: ಬ್ಯಾಟ್ಸ್‌ಮನ್‌ಗಳ ಪಟ್ಟಿಯಲ್ಲಿ ಇಶಾನ್ 17 ಸ್ಥಾನಗಳ ಏರಿಕೆ ಕಂಡು 8ನೇ ಸ್ಥಾನಕ್ಕೆ ತಲುಪಿದ್ದಾರೆ. ಪಟ್ಟಿಯಲ್ಲಿ ಅಗ್ರಸ್ಥಾನದಲ್ಲಿ ಭಾರತದ ಅಭಿಷೇಕ್ ಶರ್ಮಾ ಮುಂದುವರೆದಿದ್ದಾರೆ.: [1169, 463, 1345, 556]
divider: [604, 655, 1158, 657]
city: ಬೆಂಗಳೂರು: [56, 7, 106, 23]
print-registration-marks: [1452, 2360, 1555, 2378]
ad-address: ಸಿವಿಲ್ ಮತ್ತು ಕೆಎಸ್ಆರ್‌ಟಿಸಿ ಬಸ್ ನಿಲ್ದಾಣ ಸಮೀಪ,: [1251, 1891, 1446, 1904]
paragraph: ಎಂಪಿಎಂ : ಭದ್ರಾವತಿಯಲ್ಲಿರುವ ಕೇಂದ್ರ ಸರ್ಕಾರಿ ಸ್ವಾಮ್ಯದ ವಿಐಎಸ್‌ಎಲ್ ಕಾರ್ಖಾನೆ ಪುನಶ್ಚೇತನದ ಚರ್ಚೆಗಳು ನಡೆಯುತ್ತಿವೆ. ಮೈಸೂರು ಪೇಪರ್ ಮಿಲ್ ಕಾರ್ಖಾನೆ ಪುನರಾರಂಭಿಸುವ ಬಗ್ಗೆ ಬಜೆಟ್ ನಲ್ಲಿ ವಿಶೇಷ ಯೋಜನೆ ಕಾರ್ಯಗತವಾಗಬೇಕಿದೆ.: [888, 221, 1158, 295]
paragraph: ಟೇಕಲ್, ಫೆ.19– ಅನುಮಾನಾಸ್ಪದ ಅಕ್ರಮ ಸಂಬಂಧ ಹಿನ್ನಲೆಯಲ್ಲಿ ಇಬ್ಬರ ನಡುವೆ ಗಲಾಟೆ ನಡೆದು ಅದು ಕೊಲೆಯಲ್ಲಿ ಅಂತ್ಯಗೊಂಡಿದ ಘಟನೆ ಟೇಕಲ್ ಸಮೀಪದ ಮಿಟ್ಟಗಾನಹಳ್ಳಿ ಬಳಿ ಖಾಸಗಿ ಜಮೀನಿನಲ್ಲಿ ಬುಧವಾರ ಬೆಳಿಗ್ಗೆ ನಡೆದಿದೆ.: [1332, 1155, 1533, 1249]
paragraph: ತ್ತೇವೆ. ಈ ಸಂಪ್ರದಾಯ ಮುಂದಿನ ಪೀಳಿಗೆಗೂ ಮುಂದುವರಿಯಬೇಕು ಎಂದು ಸಂತಸ ಹಂಚಿಕೊಂಡರು.: [287, 1443, 523, 1477]
food-plate-image: [1399, 2138, 1519, 2223]
paragraph: ಮೃತರಲ್ಲಿ ಒಬ್ಬರ ದೇಹ ಮತ್ತು ರಕ್ಷಣಾ ತಂಡಗಳಲ್ಲಿ ಸದಸ್ಯರಾಗಿದ್ದಾರೆ. ರಕ್ಷಣಾ ಪ್ರಯತ್ನಗಳಿಗೆ ಸವಾಲೊಡ್ಡಿದ ಕೂಡಲೇ ‘ಸ್ನೋಡ್ ಪೀಕ್ ಪ್ರದೇಶದಲ್ಲಿ “ಬೃಹತ್ ಮೈದಾನ” ಗುರುತಿಸಲಾಗಿದೆ.: [38, 597, 515, 810]
cm-cup-photo: [38, 40, 594, 324]
subheading: ಇಬ್ಬರು ಸವಾರರು ಸಾವು:: [1151, 1500, 1249, 1514]
ad-contact: ಜಾಹೀರಾತಿಗಾಗಿ ಸಂಪರ್ಕಿಸಿ - 94498 71825: [1321, 7, 1520, 23]
paragraph: ಕಾರ್ಯಕ್ರಮದಲ್ಲಿ ಜಿಲ್ಲಾಧಿಕಾರಿ, ಜಿಲ್ಲಾ ಪೊಲೀಸ್ ವರಿಷ್ಠಾಧಿಕಾರಿ, ಸಂಘದ ಅಧ್ಯಕ್ಷರು ಹಾಗೂ ಪದಾಧಿಕಾರಿಗಳು ಉಪಸ್ಥಿತರಿದ್ದರು. ಹಿರಿಯ ಪತ್ರಕರ್ತರನ್ನು ಸನ್ಮಾನಿಸಲಾಯಿತು.: [795, 2005, 1152, 2079]
ad-phone-number: 9986776520: [1269, 2247, 1428, 2278]
article-dalit-cm: [783, 1139, 1321, 1446]
ad-morning-label: ಬೆಳಿಗೆ :: [1174, 1950, 1203, 1964]
column-divider: [778, 1098, 779, 1770]
paragraph: ಸ್ಥಳಕ್ಕೆ ಮಾಲೂರು ವೃತ್ತ ನಿರೀಕ್ಷಕರು ಹಾಗೂ ಟೇಕಲ್ ಪೊಲೀಸರು ಭೇಟಿ ನೀಡಿ ಪರಿಶೀಲನೆ ನಡೆಸಿದ್ದು, ಪ್ರಕರಣ ದಾಖಲಿಸಿಕೊಂಡು ತನಿಖೆ ಕೈಗೊಂಡಿದ್ದಾರೆ. ಮೃತದೇಹವನ್ನು ಮರಣೋತ್ತರ ಪರೀಕ್ಷೆಗಾಗಿ ಆಸ್ಪತ್ರೆಗೆ ರವಾನಿಸಲಾಗಿದೆ.: [1332, 1334, 1533, 1428]
paragraph: ರಾಜ್ಯದ ಅತೀ ದೊಡ್ಡ ನಗರ ಆಸ್ಪತ್ರೆಗಳಲ್ಲಿ ಒಂದಾದ ಮೆಗ್ಗಾನ್ ಬೋಧನಾ ಆಸ್ಪತ್ರೆಗೆ ಸುಸಜ್ಜಿತ ಮೂಲಸೌಕರ್ಯ ಕಲ್ಪಿಸಲು ಅನುದಾನ ನೀಡಬೇಕು.: [604, 321, 873, 375]
article-shivamogga: [604, 76, 1158, 648]
headline-trump: ಸೇನಾ ನೆಲೆ ಗುತ್ತಿಗೆ: ಇಂಗ್ಲೆಂಡ್ ಕ್ರಮ ಟೀಕಿಸಿದ ಟ್ರಂಪ್: [604, 659, 1041, 690]
headline-village: ಜರುಗಿದ ಗ್ರಾಮ ದೇವರುಗಳ ಅದ್ದೂರಿ ಪಲ್ಲಕ್ಕಿ ಉತ್ಸವ: [38, 1399, 592, 1437]
headline-murder: ಅಕ್ರಮ ಸಂಬಂಧ ಶಂಕೆ ಕತ್ತು ಕೊಯ್ದು ಕೊಲೆ: [1358, 1102, 1509, 1147]
palanquin-festival-photo: [40, 1100, 774, 1395]
divider: [38, 1774, 1325, 1776]
grey-dot: [1524, 2361, 1538, 2374]
ad-hotel-name: ಎನ್.ಆರ್.ಮಿಲ್ಟ್ರಿ ಹೋಟೆಲ್: [1235, 1858, 1462, 1886]
paragraph: ಹೊಸಕೋಟೆ, ಫೆ.19– ಇಂದಿನ ರಾಜಕೀಯ ಮತ್ತು ಸಾಮಾಜಿಕ ಸಂಘರ್ಷಗಳ ನಡುವೆ ನಮ್ಮ ನಾಗನಾಯಕನಕೋಟೆ ಗ್ರಾಮದಲ್ಲಿ ಜಾತಿ, ಧರ್ಮ ಹಾಗೂ ಪಕ್ಷದ ಭೇದಗಳನ್ನು ಬದಿಗೊತ್ತಿ ಒಗ್ಗಟ್ಟಿನಿಂದ ಮಹಾಶಿವರಾತ್ರಿ ಹಬ್ಬ ಆಚರಿಸಿ ನಾಡಿಗೆ ಮಾದರಿಯಾಗಿದ್ದೇವೆ ಎಂದು ಗ್ರಾಮದ ಮುಖಂಡರು ತಿಳಿಸಿದರು.: [38, 1443, 274, 1537]
paragraph: ನವದೆಹಲಿ,ಫೆ.19–2026 ರ ಟಿ20 ವಿಶ್ವಕಪ್‌ಗೂ ಮುನ್ನ ಐಸಿಸಿ ಇತ್ತೀಚಿನ ಟಿ20 ಶ್ರೇಯಾಂಕಗಳನ್ನು ಪ್ರಕಟಿಸಿದೆ. ಭಾರತದ ವಿಕೆಟ್ ಕೀಪರ್– ಬ್ಯಾಟ್ಸ್‌ಮನ್ ಇಶಾನ್ ಕಿಶನ್ ಟಾಪ್ –10 ಬ್ಯಾಟ್ಸ್‌ಮನ್‌ಗಳ ಪಟ್ಟಿಯಲ್ಲಿ ಸ್ಥಾನ ಪಡೆದಿದ್ದಾರೆ. ವಿಶ್ವಕಪ್‌ನಲ್ಲಿ ಪಾಕಿಸ್ತಾನ ವಿರುದ್ಧದ ಪಂದ್ಯದಲ್ಲಿ ಅವರ ಅದ್ಭುತ ಇನ್ನಿಂಗ್ಸ್ 77 ರನ್‌ಗಳ ಲಾಭ ಅವರಿಗೆ ಸಿಕ್ಕಿದೆ.: [1169, 79, 1345, 232]
